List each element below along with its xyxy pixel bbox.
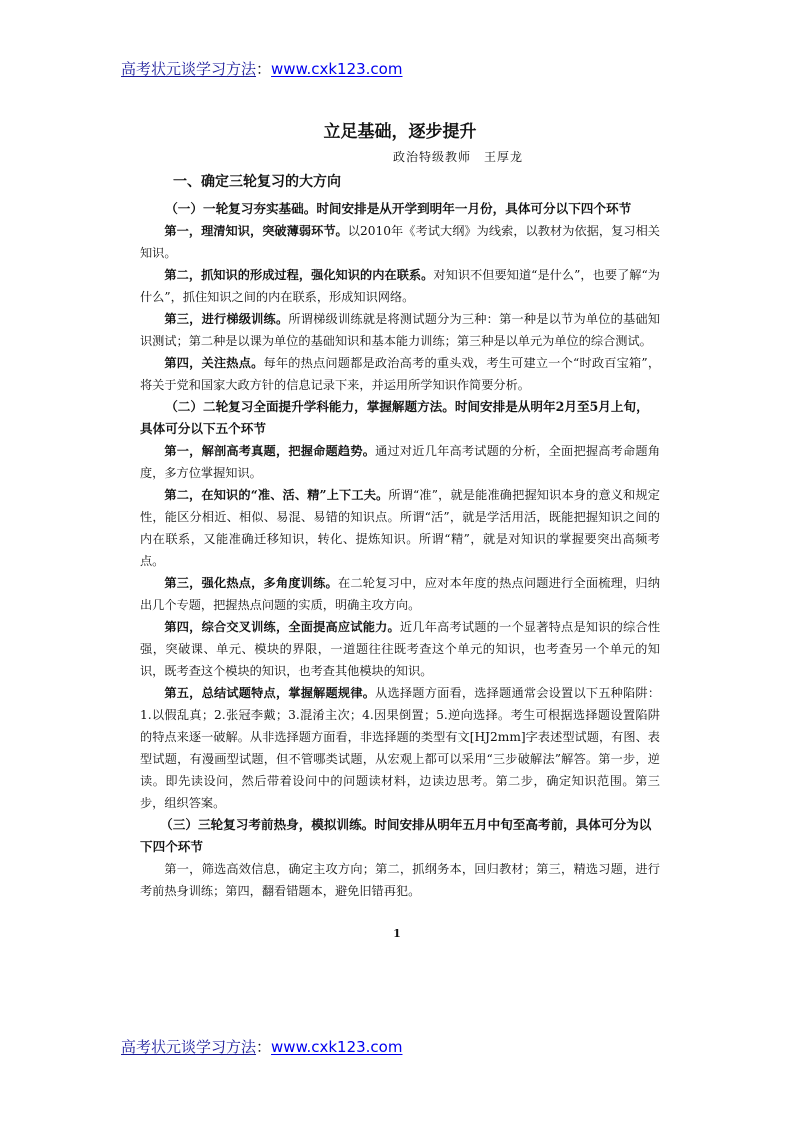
paragraph-body: 所谓梯级训练就是将测试题分为三种：第一种是以节为单位的基础知识测试；第二种是以课为单位的基础知识和基本能力训练；第三种是以单元为单位的综合测试。 xyxy=(140,312,661,348)
document-author: 政治特级教师 王厚龙 xyxy=(392,150,523,164)
page-number: 1 xyxy=(393,927,401,940)
footer-link[interactable] xyxy=(121,1038,402,1056)
paragraph xyxy=(140,308,660,352)
subsection-heading-1: （一）一轮复习夯实基础。时间安排是从开学到明年一月份，具体可分以下四个环节 xyxy=(165,201,632,216)
paragraph-body: 从选择题方面看，选择题通常会设置以下五种陷阱：1.以假乱真；2.张冠李戴；3.混淆主次；4.因果倒置；5.逆向选择。考生可根据选择题设置陷阱的特点来逐一破解。从非选择题方面看，非选择题的类型有文[HJ2mm]字表述型试题，有图、表型试题，有漫画型试题，但不管哪类试题，从宏观上都可以采用“三步破解法”解答。第一步，逆读。即先读设问，然后带着设问中的问题读材料，边读边思考。第二步，确定知识范围。第三步，组织答案。 xyxy=(140,686,661,810)
paragraph-body: 所谓“准”，就是能准确把握知识本身的意义和规定性，能区分相近、相似、易混、易错的知识点。所谓“活”，就是学活用活，既能把握知识之间的内在联系，又能准确迁移知识，转化、提炼知识。所谓“精”，就是对知识的掌握要突出高频考点。 xyxy=(140,488,660,568)
section-heading-1: 一、确定三轮复习的大方向 xyxy=(173,174,341,190)
paragraph-body: 通过对近几年高考试题的分析，全面把握高考命题角度，多方位掌握知识。 xyxy=(140,444,661,480)
paragraph-lead: 第三，强化热点，多角度训练。 xyxy=(164,576,338,590)
paragraph-body: 在二轮复习中，应对本年度的热点问题进行全面梳理，归纳出几个专题，把握热点问题的实质，明确主攻方向。 xyxy=(140,576,661,612)
document-title: 立足基础，逐步提升 xyxy=(323,122,477,142)
footer-colon: ： xyxy=(256,1038,272,1056)
subsection-heading-2: （二）二轮复习全面提升学科能力，掌握解题方法。时间安排是从明年2月至5月上旬，具体可分以下五个环节 xyxy=(140,399,649,436)
header-link[interactable] xyxy=(121,60,402,78)
paragraph-body: 第一，筛选高效信息，确定主攻方向；第二，抓纲务本，回归教材；第三，精选习题，进行考前热身训练；第四，翻看错题本，避免旧错再犯。 xyxy=(140,862,660,898)
paragraph-lead: 第二，在知识的“准、活、精”上下工夫。 xyxy=(164,488,389,502)
paragraph xyxy=(140,682,660,814)
paragraph-body: 每年的热点问题都是政治高考的重头戏，考生可建立一个“时政百宝箱”，将关于党和国家大政方针的信息记录下来，并运用所学知识作简要分析。 xyxy=(140,356,661,392)
paragraph-body: 以2010年《考试大纲》为线索，以教材为依据，复习相关知识。 xyxy=(140,224,660,260)
paragraph xyxy=(140,440,660,484)
header-colon: ： xyxy=(256,60,272,78)
paragraph-lead: 第一，解剖高考真题，把握命题趋势。 xyxy=(164,444,376,458)
paragraph-lead: 第一，理清知识，突破薄弱环节。 xyxy=(164,224,348,238)
subsection-heading-3: （三）三轮复习考前热身，模拟训练。时间安排从明年五月中旬至高考前，具体可分为以下四个环节 xyxy=(140,817,652,854)
paragraph xyxy=(140,484,660,572)
footer-url[interactable]: www.cxk123.com xyxy=(271,1038,403,1056)
paragraph xyxy=(140,616,660,682)
header-url[interactable]: www.cxk123.com xyxy=(271,60,403,78)
paragraph-body: 近几年高考试题的一个显著特点是知识的综合性强，突破课、单元、模块的界限，一道题往往既考查这个单元的知识，也考查另一个单元的知识，既考查这个模块的知识，也考查其他模块的知识。 xyxy=(140,620,661,678)
paragraph xyxy=(140,858,660,902)
paragraph-lead: 第四，综合交叉训练，全面提高应试能力。 xyxy=(164,620,400,634)
footer-site-name[interactable]: 高考状元谈学习方法 xyxy=(121,1038,257,1056)
paragraph xyxy=(140,264,660,308)
header-site-name[interactable]: 高考状元谈学习方法 xyxy=(121,60,257,78)
paragraph-lead: 第四，关注热点。 xyxy=(164,356,264,370)
paragraph xyxy=(140,220,660,264)
paragraph-lead: 第五，总结试题特点，掌握解题规律。 xyxy=(164,686,376,700)
paragraph-body: 对知识不但要知道“是什么”，也要了解“为什么”，抓住知识之间的内在联系，形成知识网络。 xyxy=(140,268,660,304)
paragraph xyxy=(140,572,660,616)
paragraph-lead: 第三，进行梯级训练。 xyxy=(164,312,289,326)
paragraph xyxy=(140,352,660,396)
paragraph-lead: 第二，抓知识的形成过程，强化知识的内在联系。 xyxy=(164,268,434,282)
document-body xyxy=(140,120,660,902)
